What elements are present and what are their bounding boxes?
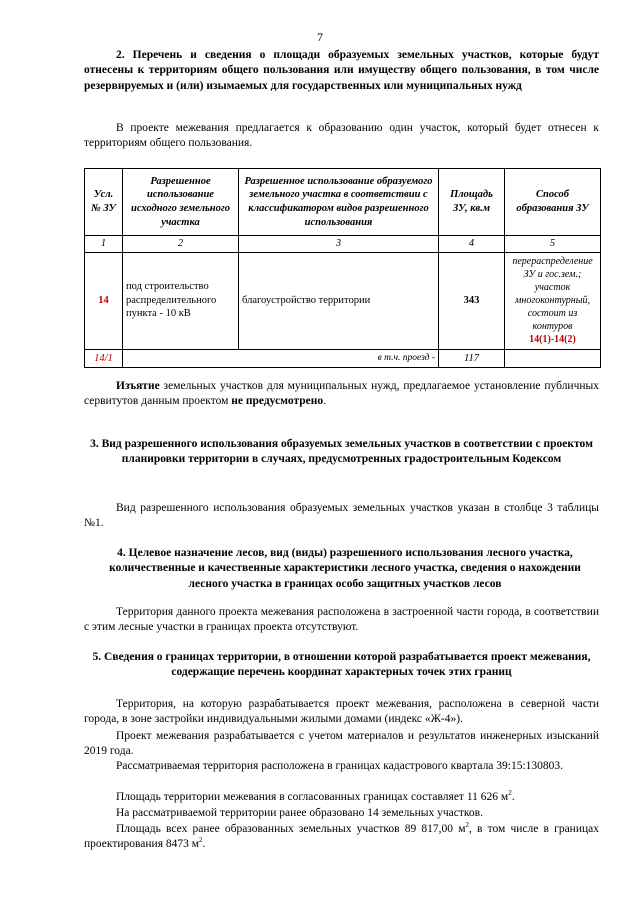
seizure-text: земельных участков для муниципальных нужд, предлагаемое установление публичных сервитутов данным проектом (84, 380, 600, 408)
col-number: 3 (239, 236, 439, 253)
subplot-empty (123, 349, 239, 368)
section5-p6 (84, 822, 599, 853)
subplot-note: в т.ч. проезд - (239, 349, 439, 368)
plot-method-text: перераспределение ЗУ и гос.зем.; участок многоконтурный, состоит из контуров (512, 256, 593, 333)
section5-p3: Рассматриваемая территория расположена в границах кадастрового квартала 39:15:130803. (116, 760, 564, 772)
plot-new-use: благоустройство территории (239, 252, 439, 349)
design-area-text: , в том числе в границах проектирования 8473 м (84, 823, 599, 851)
seizure-paragraph (84, 379, 599, 410)
section5-heading: 5. Сведения о границах территории, в отношении которой разрабатывается проект межевания, содержащие перечень координат характерных точек этих границ (92, 651, 591, 679)
sq-sup: 2 (199, 836, 203, 845)
land-plot-table (84, 168, 601, 368)
table-row (85, 252, 601, 349)
section2-intro: В проекте межевания предлагается к образованию один участок, который будет отнесен к территориям общего пользования. (84, 122, 599, 150)
sq-sup: 2 (508, 789, 512, 798)
col-number: 5 (505, 236, 601, 253)
period: . (202, 838, 206, 851)
col-number: 2 (123, 236, 239, 253)
section5-p4 (84, 790, 599, 805)
sq-sup: 2 (465, 821, 469, 830)
seizure-lead: Изъятие (116, 380, 160, 392)
section5-p2: Проект межевания разрабатывается с учетом материалов и результатов инженерных изысканий 2019 года. (84, 730, 599, 758)
header-method: Способ образования ЗУ (505, 169, 601, 236)
total-area-text: Площадь территории межевания в согласованных границах составляет 11 626 м (116, 791, 509, 803)
all-plots-area-text: Площадь всех ранее образованных земельных участков 89 817,00 м (116, 823, 466, 835)
plot-source-use: под строительство распределительного пункта - 10 кВ (123, 252, 239, 349)
section2-heading: 2. Перечень и сведения о площади образуемых земельных участков, которые будут отнесены к территориям общего пользования или имуществу общего пользования, в том числе резервируемых и (или) изымаемых для государственных или муниципальных нужд (84, 49, 599, 92)
period: . (511, 791, 515, 803)
subplot-id: 14/1 (85, 349, 123, 368)
plot-id: 14 (85, 252, 123, 349)
table-row (85, 349, 601, 368)
page-number: 7 (317, 30, 323, 44)
plot-area: 343 (439, 252, 505, 349)
plot-contours: 14(1)-14(2) (529, 334, 576, 346)
header-new-use: Разрешенное использование образуемого земельного участка в соответствии с классификатором видов разрешенного использования (239, 169, 439, 236)
subplot-area: 117 (439, 349, 505, 368)
section4-text: Территория данного проекта межевания расположена в застроенной части города, в соответствии с этим лесные участки в границах проекта отсутствуют. (84, 606, 599, 634)
plot-method (505, 252, 601, 349)
table-header-row (85, 169, 601, 236)
header-source-use: Разрешенное использование исходного земельного участка (123, 169, 239, 236)
section5-p5: На рассматриваемой территории ранее образовано 14 земельных участков. (116, 807, 483, 819)
subplot-method (505, 349, 601, 368)
section3-heading: 3. Вид разрешенного использования образуемых земельных участков в соответствии с проектом планировки территории в случаях, предусмотренных градостроительным Кодексом (90, 438, 593, 466)
header-plot-number: Усл. № ЗУ (85, 169, 123, 236)
seizure-tail: . (323, 395, 326, 408)
header-area: Площадь ЗУ, кв.м (439, 169, 505, 236)
seizure-emph: не предусмотрено (231, 395, 324, 408)
section3-text: Вид разрешенного использования образуемых земельных участков указан в столбце 3 таблицы №1. (84, 502, 599, 530)
section5-p1: Территория, на которую разрабатывается проект межевания, расположена в северной части города, в зоне застройки индивидуальными жилыми домами (индекс «Ж-4»). (84, 698, 599, 726)
col-number: 1 (85, 236, 123, 253)
col-number: 4 (439, 236, 505, 253)
section4-heading: 4. Целевое назначение лесов, вид (виды) разрешенного использования лесного участка, количественные и качественные характеристики лесного участка, сведения о нахождении лесного участка в границах особо защитных участков лесов (109, 547, 581, 590)
table-number-row (85, 236, 601, 253)
